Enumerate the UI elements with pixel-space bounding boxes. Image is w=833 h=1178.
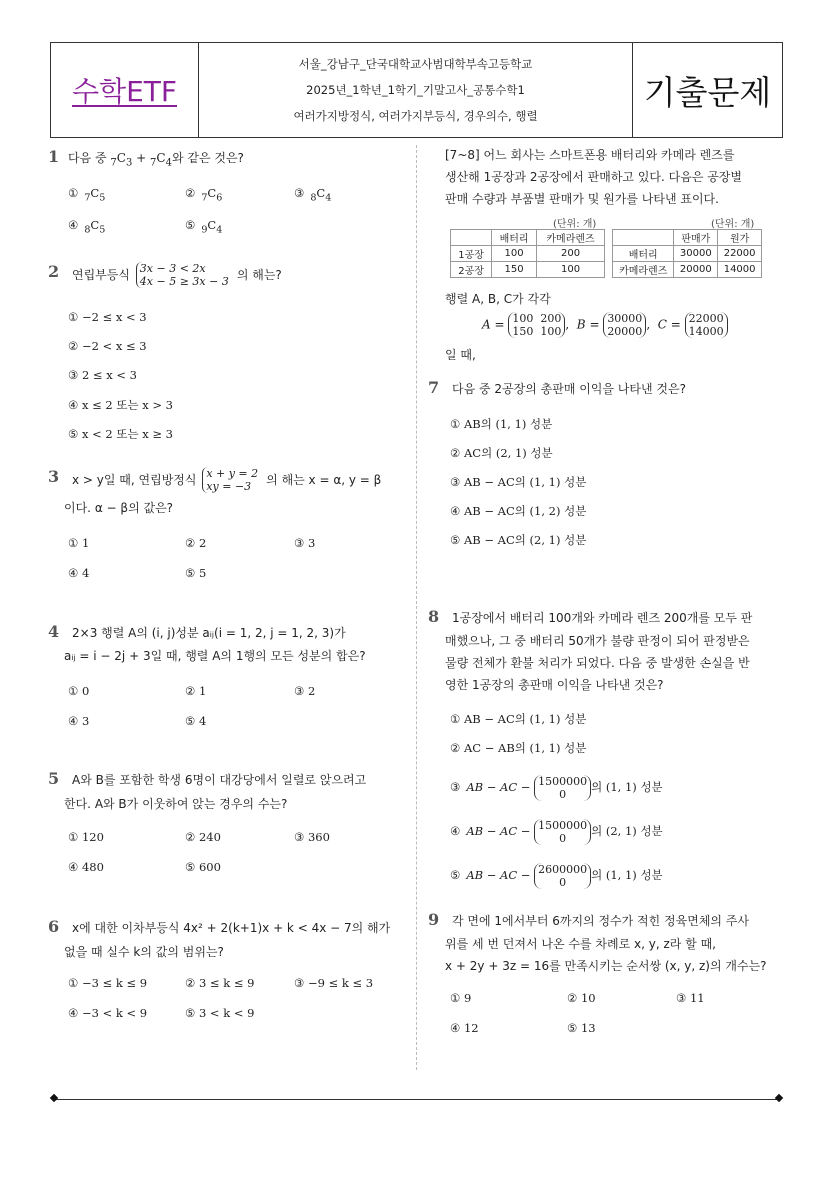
option-2[interactable]: ② 10: [567, 991, 596, 1005]
option-5[interactable]: ⑤ $_9C_4$: [185, 218, 223, 236]
option-3[interactable]: ③ 360: [294, 830, 330, 844]
option-2[interactable]: ② AC의 (2, 1) 성분: [450, 446, 553, 460]
table1-unit: (단위: 개): [553, 219, 597, 230]
table-row: 1공장 100 200: [451, 246, 605, 262]
intro-7-8: [7~8] 어느 회사는 스마트폰용 배터리와 카메라 렌즈를 생산해 1공장과 2공장에서 판매하고 있다. 다음은 공장별 판매 수량과 부품별 판매가 및 원가를 나타낸 표이다.: [445, 148, 742, 206]
option-5[interactable]: ⑤ 600: [185, 860, 221, 874]
option-2[interactable]: ② $_7C_6$: [185, 186, 223, 204]
question-3: [48, 467, 382, 493]
question-number: 6: [48, 917, 60, 936]
option-5[interactable]: ⑤ 3 < k < 9: [185, 1006, 255, 1020]
question-number: 4: [48, 622, 60, 641]
option-3[interactable]: ③ 11: [676, 991, 705, 1005]
matrix-loss-b: 1500000 0: [534, 819, 591, 845]
question-text-line1: 1공장에서 배터리 100개와 카메라 렌즈 200개를 모두 판: [452, 611, 753, 625]
footer-left-diamond-icon: [50, 1094, 58, 1102]
equation-system: x + y = 2 xy = −3: [202, 467, 258, 493]
question-8-lines: 매했으나, 그 중 배터리 50개가 불량 판정이 되어 판정받은 물량 전체가 환불 처리가 되었다. 다음 중 발생한 손실을 반 영한 1공장의 총판매 이익을 나타낸 것은?: [445, 634, 750, 692]
column-divider: [416, 145, 417, 1070]
option-2[interactable]: ② 2: [185, 536, 207, 550]
footer-rule: [54, 1099, 780, 1100]
option-3[interactable]: ③ −9 ≤ k ≤ 3: [294, 976, 374, 990]
option-1[interactable]: ① AB의 (1, 1) 성분: [450, 417, 553, 431]
sales-quantity-table: [450, 229, 605, 278]
question-text-line1: A와 B를 포함한 학생 6명이 대강당에서 일렬로 앉으려고: [72, 773, 367, 787]
question-text: 다음 중 $_7C_3 + _7C_4$와 같은 것은?: [68, 151, 244, 169]
price-cost-table: [612, 229, 762, 278]
option-3[interactable]: ③ $_8C_4$: [294, 186, 332, 204]
option-4[interactable]: ④ $_8C_5$: [68, 218, 106, 236]
matrix-c: 22000 14000: [685, 312, 728, 338]
school-name: 서울_강남구_단국대학교사범대학부속고등학교: [298, 57, 533, 71]
table2-unit: (단위: 개): [711, 219, 755, 230]
question-number: 3: [48, 467, 60, 486]
question-4-line2: aᵢⱼ = i − 2j + 3일 때, 행렬 A의 1행의 모든 성분의 합은?: [64, 649, 366, 663]
option-4[interactable]: ④ AB − AC − 1500000 0 의 (2, 1) 성분: [450, 819, 663, 845]
question-9-lines: 위를 세 번 던져서 나온 수를 차례로 x, y, z라 할 때, x + 2y + 3z = 16를 만족시키는 순서쌍 (x, y, z)의 개수는?: [445, 937, 767, 973]
logo: 수학ETF: [72, 75, 177, 108]
matrix-b: 30000 20000: [603, 312, 646, 338]
question-text: 연립부등식 3x − 3 < 2x 4x − 5 ≥ 3x − 3 의 해는?: [72, 262, 282, 288]
question-7: [428, 378, 686, 400]
footer-right-diamond-icon: [775, 1094, 783, 1102]
question-1: [48, 147, 244, 174]
question-text-line1: 2×3 행렬 A의 (i, j)성분 aᵢⱼ(i = 1, 2, j = 1, 2, 3)가: [72, 626, 346, 640]
question-number: 1: [48, 147, 60, 166]
question-3-line2: 이다. α − β의 값은?: [64, 501, 174, 515]
option-5[interactable]: ⑤ AB − AC − 2600000 0 의 (1, 1) 성분: [450, 863, 663, 889]
option-2[interactable]: ② 3 ≤ k ≤ 9: [185, 976, 255, 990]
option-2[interactable]: ② 1: [185, 684, 207, 698]
option-1[interactable]: ① −2 ≤ x < 3: [68, 310, 147, 324]
option-2[interactable]: ② −2 < x ≤ 3: [68, 339, 147, 353]
option-3[interactable]: ③ 3: [294, 536, 316, 550]
option-1[interactable]: ① 0: [68, 684, 90, 698]
option-4[interactable]: ④ −3 < k < 9: [68, 1006, 148, 1020]
page-title: 기출문제: [643, 72, 772, 112]
question-number: 8: [428, 607, 440, 626]
matrix-a: 100 200 150 100: [508, 312, 565, 338]
table-row: 2공장 150 100: [451, 262, 605, 278]
combination-expression: $_7C_3 + _7C_4$: [110, 151, 172, 169]
option-5[interactable]: ⑤ x < 2 또는 x ≥ 3: [68, 427, 173, 441]
exam-info: [199, 43, 633, 137]
question-6-line2: 없을 때 실수 k의 값의 범위는?: [64, 945, 224, 959]
inequality-system: 3x − 3 < 2x 4x − 5 ≥ 3x − 3: [136, 262, 229, 288]
question-5-line2: 한다. A와 B가 이웃하여 앉는 경우의 수는?: [64, 797, 288, 811]
option-4[interactable]: ④ 4: [68, 566, 90, 580]
question-text-line1: x에 대한 이차부등식 4x² + 2(k+1)x + k < 4x − 7의 해가: [72, 921, 391, 935]
question-number: 9: [428, 910, 440, 929]
question-6: [48, 917, 391, 939]
question-text: 다음 중 2공장의 총판매 이익을 나타낸 것은?: [452, 382, 686, 396]
question-text-line1: 각 면에 1에서부터 6까지의 정수가 적힌 정육면체의 주사: [452, 914, 749, 928]
option-1[interactable]: ① 120: [68, 830, 104, 844]
exam-name: 2025년_1학년_1학기_기말고사_공통수학1: [306, 83, 525, 97]
logo-box: [51, 43, 199, 137]
option-5[interactable]: ⑤ AB − AC의 (2, 1) 성분: [450, 533, 587, 547]
table-header-row: 배터리 카메라렌즈: [451, 230, 605, 246]
option-5[interactable]: ⑤ 5: [185, 566, 207, 580]
question-5: [48, 769, 367, 791]
table-header-row: 판매가 원가: [613, 230, 762, 246]
question-9: [428, 910, 749, 932]
matrix-loss-c: 2600000 0: [534, 863, 591, 889]
option-3[interactable]: ③ AB − AC − 1500000 0 의 (1, 1) 성분: [450, 775, 663, 801]
question-4: [48, 622, 346, 644]
question-number: 2: [48, 262, 60, 281]
option-1[interactable]: ① AB − AC의 (1, 1) 성분: [450, 712, 587, 726]
option-4[interactable]: ④ 12: [450, 1021, 479, 1035]
option-5[interactable]: ⑤ 4: [185, 714, 207, 728]
option-2[interactable]: ② 240: [185, 830, 221, 844]
table-row: 배터리 30000 22000: [613, 246, 762, 262]
option-4[interactable]: ④ 480: [68, 860, 104, 874]
option-2[interactable]: ② AC − AB의 (1, 1) 성분: [450, 741, 587, 755]
option-1[interactable]: ① 9: [450, 991, 472, 1005]
option-4[interactable]: ④ x ≤ 2 또는 x > 3: [68, 398, 173, 412]
table-row: 카메라렌즈 20000 14000: [613, 262, 762, 278]
option-3[interactable]: ③ 2 ≤ x < 3: [68, 368, 137, 382]
matrix-loss-a: 1500000 0: [534, 775, 591, 801]
option-4[interactable]: ④ AB − AC의 (1, 2) 성분: [450, 504, 587, 518]
question-8: [428, 607, 753, 629]
matrix-after: 일 때,: [445, 348, 476, 362]
option-1[interactable]: ① 1: [68, 536, 90, 550]
question-2: [48, 262, 282, 288]
question-text-line1: x > y일 때, 연립방정식 x + y = 2 xy = −3 의 해는 x = α, y = β: [72, 467, 382, 493]
exam-header: [50, 42, 783, 138]
exam-topics: 여러가지방정식, 여러가지부등식, 경우의수, 행렬: [293, 109, 538, 123]
option-1[interactable]: ① $_7C_5$: [68, 186, 106, 204]
matrix-definitions: A = 100 200 150 100 , B = 30000 20000 , C = 22000 14000: [482, 312, 728, 338]
matrix-intro: 행렬 A, B, C가 각각: [445, 292, 551, 306]
question-number: 7: [428, 378, 440, 397]
option-1[interactable]: ① −3 ≤ k ≤ 9: [68, 976, 148, 990]
option-4[interactable]: ④ 3: [68, 714, 90, 728]
option-3[interactable]: ③ 2: [294, 684, 316, 698]
option-5[interactable]: ⑤ 13: [567, 1021, 596, 1035]
option-3[interactable]: ③ AB − AC의 (1, 1) 성분: [450, 475, 587, 489]
question-number: 5: [48, 769, 60, 788]
